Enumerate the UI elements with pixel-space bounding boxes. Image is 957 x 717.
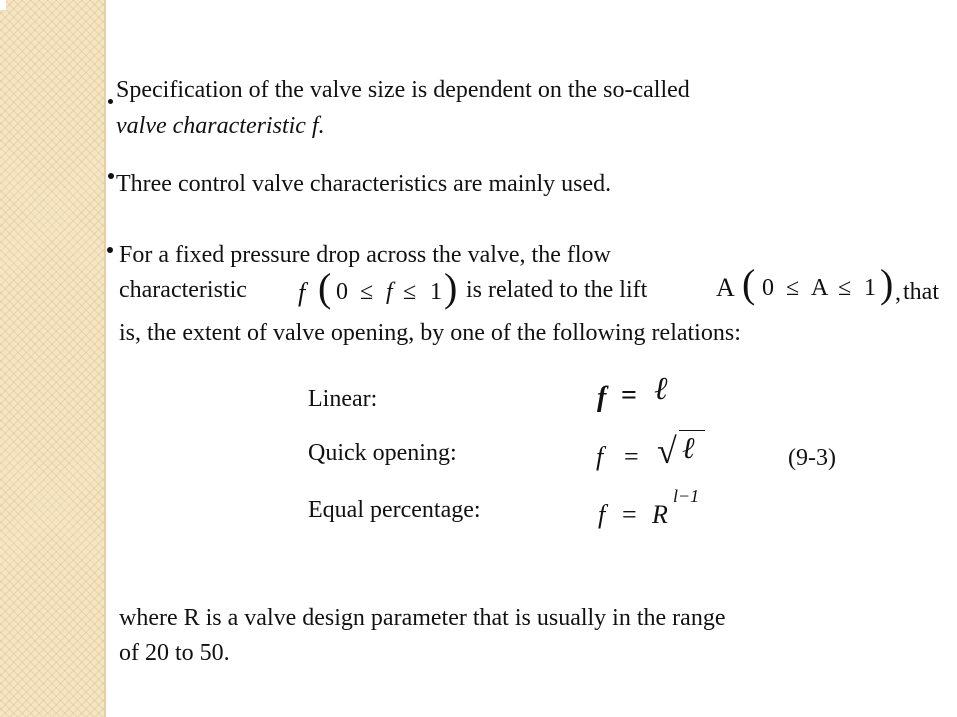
bullet-dot-3 [107, 247, 113, 253]
bullet-1-line-1: Specification of the valve size is dependent on the so-called [116, 77, 690, 103]
inline-leq-1: ≤ [360, 279, 374, 305]
footer-line-2: of 20 to 50. [119, 640, 230, 666]
inline-zero-1: 0 [336, 279, 348, 305]
inline-one-1: 1 [430, 279, 442, 305]
sqrt-overbar [679, 430, 705, 431]
bullet-3-line-2-post: that [903, 279, 939, 305]
inline-leq-3: ≤ [786, 275, 800, 301]
relation-equal-base: R [652, 500, 668, 529]
bullet-3-line-1: For a fixed pressure drop across the valve, the flow [119, 242, 611, 268]
inline-lparen-2: ( [742, 261, 756, 306]
relation-quick-rhs: ℓ [682, 432, 695, 465]
bullet-2-text: Three control valve characteristics are mainly used. [116, 171, 612, 197]
bullet-3-line-2-mid: is related to the lift [466, 277, 648, 303]
inline-lift-symbol-2: A [811, 275, 829, 301]
relation-linear-rhs: ℓ [654, 370, 668, 406]
relation-linear-lhs: f [597, 382, 607, 413]
inline-lift-symbol: A [716, 273, 735, 302]
decorative-side-strip [0, 0, 106, 717]
bullet-1-line-2: valve characteristic f. [116, 113, 325, 139]
relation-equal-label: Equal percentage: [308, 497, 481, 523]
inline-one-2: 1 [864, 275, 876, 301]
relation-quick-lhs: f [596, 442, 604, 471]
inline-f-symbol: f [298, 278, 306, 307]
footer-line-1: where R is a valve design parameter that is usually in the range [119, 605, 726, 631]
inline-leq-2: ≤ [403, 279, 417, 305]
bullet-3-line-2-pre: characteristic [119, 277, 247, 303]
side-strip-corner [0, 0, 6, 10]
inline-f-symbol-2: f [386, 279, 393, 305]
relation-equal-exponent: l−1 [673, 486, 700, 506]
relation-quick-sqrt: √ [657, 431, 677, 471]
inline-zero-2: 0 [762, 275, 774, 301]
inline-leq-4: ≤ [838, 275, 852, 301]
bullet-dot-1 [108, 99, 113, 104]
equation-number: (9-3) [788, 445, 836, 471]
inline-rparen-2: ) [880, 261, 894, 306]
inline-rparen-1: ) [444, 265, 458, 310]
inline-comma: , [895, 280, 901, 306]
bullet-3-line-3: is, the extent of valve opening, by one of the following relations: [119, 320, 741, 346]
inline-lparen-1: ( [318, 265, 332, 310]
relation-quick-label: Quick opening: [308, 440, 457, 466]
relation-linear-label: Linear: [308, 386, 378, 412]
relation-linear-eq: = [621, 380, 637, 411]
relation-quick-eq: = [624, 442, 639, 471]
bullet-dot-2 [108, 173, 114, 179]
relation-equal-lhs: f [598, 500, 606, 529]
relation-equal-eq: = [622, 500, 637, 529]
